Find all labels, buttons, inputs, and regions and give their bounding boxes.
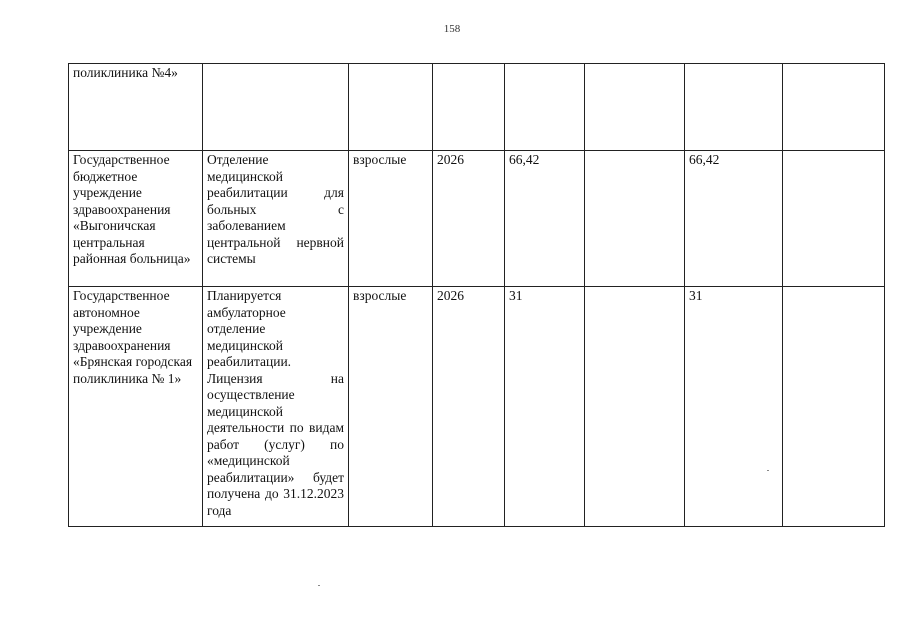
value-cell (685, 287, 783, 527)
institution-cell (69, 151, 203, 287)
value-cell (505, 151, 585, 287)
institution-cell (69, 287, 203, 527)
group-cell (349, 287, 433, 527)
table-row (69, 287, 885, 527)
value-cell (585, 151, 685, 287)
scan-speck (767, 470, 769, 471)
institution-text: Государственное автономное учреждение здравоохранения «Брянская городская поликлиника № 1» (73, 288, 193, 386)
value-cell (783, 287, 885, 527)
value-text: 66,42 (689, 152, 720, 167)
year-cell (433, 287, 505, 527)
scan-speck (318, 585, 320, 586)
year-cell (433, 64, 505, 151)
group-cell (349, 151, 433, 287)
group-text: взрослые (353, 152, 407, 167)
department-cell (203, 151, 349, 287)
value-text: 31 (509, 288, 523, 303)
value-cell (505, 287, 585, 527)
year-text: 2026 (437, 288, 464, 303)
department-text: Отделение медицинской реабилитации для больных с заболеванием центральной нервной системы (207, 152, 344, 266)
year-text: 2026 (437, 152, 464, 167)
institution-text: поликлиника №4» (73, 65, 178, 80)
department-cell (203, 287, 349, 527)
value-cell (585, 64, 685, 151)
value-text: 66,42 (509, 152, 540, 167)
table-row (69, 64, 885, 151)
year-cell (433, 151, 505, 287)
department-text: Планируется амбулаторное отделение медицинской реабилитации. Лицензия на осуществление медицинской деятельности по видам работ (услуг) по «медицинской реабилитации» будет получена до 31.12.2023 года (207, 288, 344, 518)
value-cell (783, 64, 885, 151)
data-table (68, 63, 885, 527)
value-cell (505, 64, 585, 151)
page-number: 158 (443, 23, 461, 35)
value-cell (685, 151, 783, 287)
value-cell (783, 151, 885, 287)
value-text: 31 (689, 288, 703, 303)
institution-text: Государственное бюджетное учреждение здравоохранения «Выгоничская центральная районная больница» (73, 152, 191, 266)
value-cell (585, 287, 685, 527)
group-text: взрослые (353, 288, 407, 303)
value-cell (685, 64, 783, 151)
table-row (69, 151, 885, 287)
institution-cell (69, 64, 203, 151)
group-cell (349, 64, 433, 151)
department-cell (203, 64, 349, 151)
